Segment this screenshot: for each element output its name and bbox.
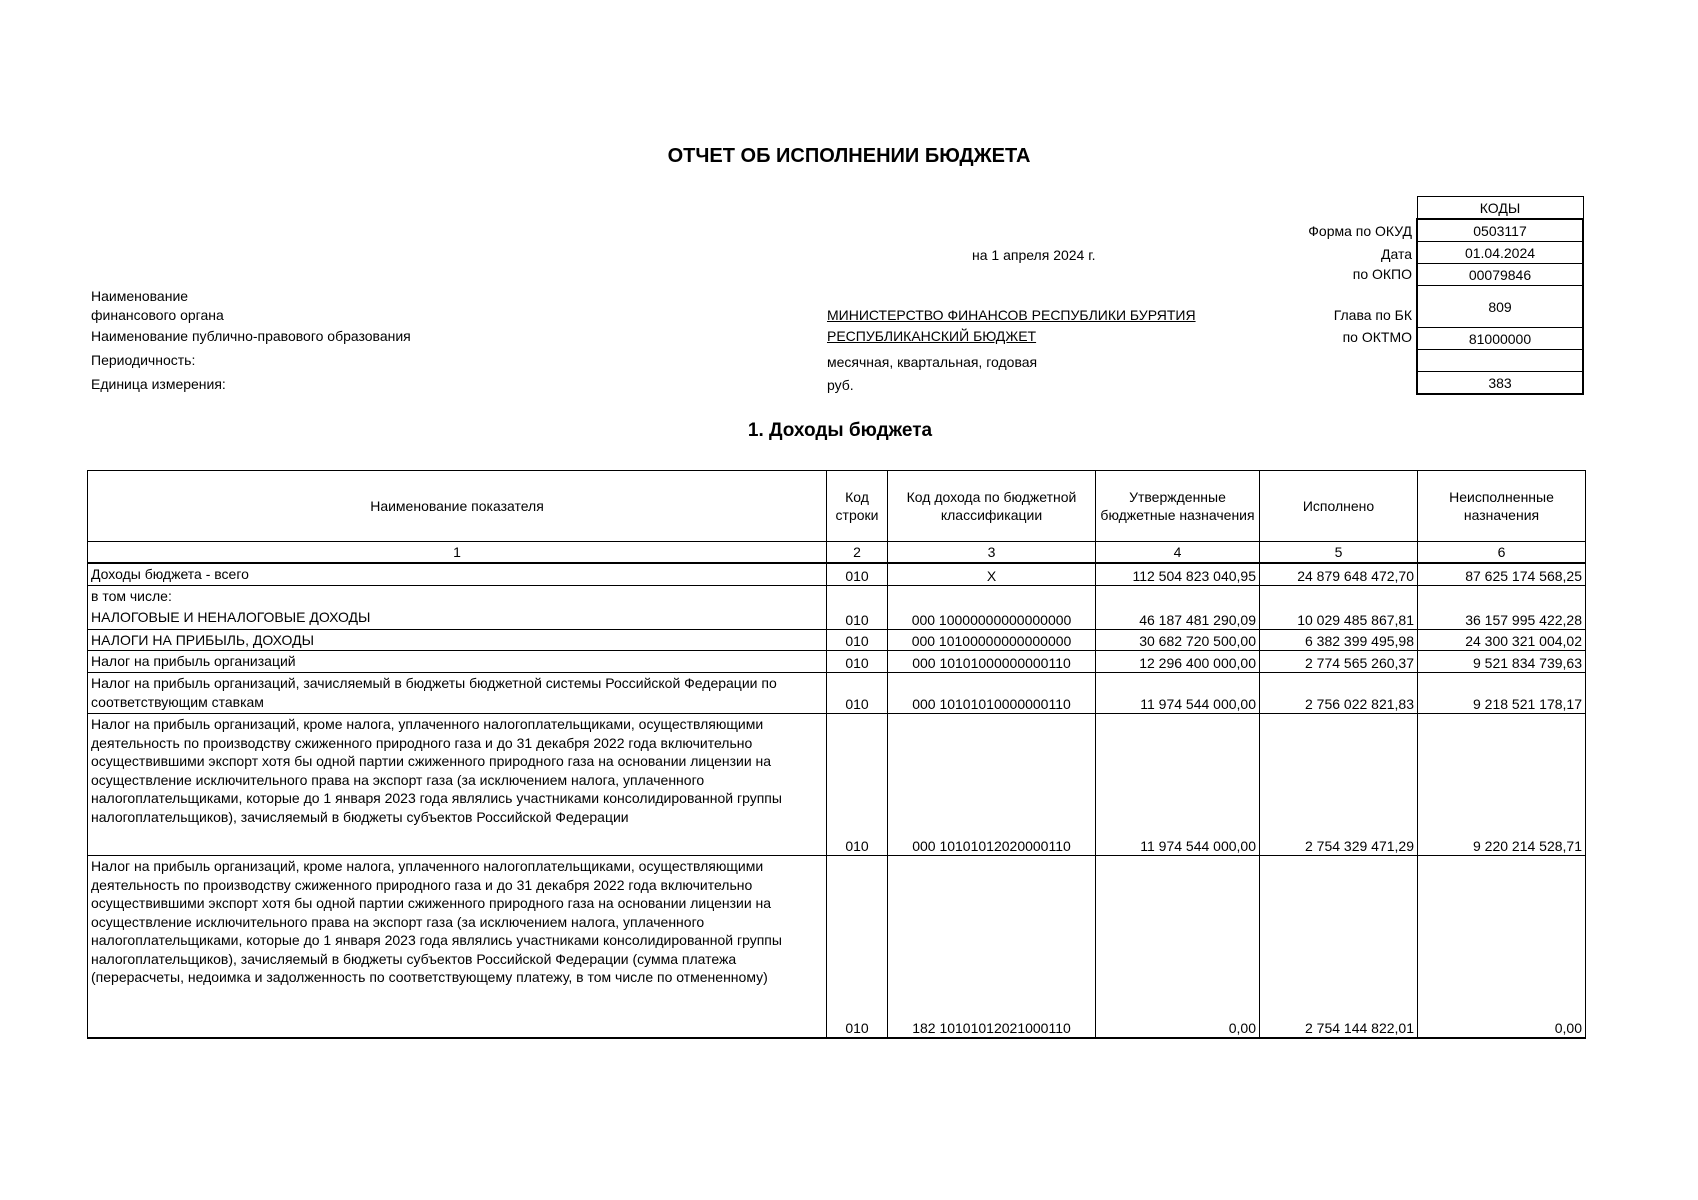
col-number: 6 bbox=[1418, 542, 1586, 564]
date-label: Дата bbox=[1380, 246, 1412, 262]
col-number: 3 bbox=[888, 542, 1096, 564]
oktmo-value: 81000000 bbox=[1417, 328, 1583, 350]
income-table bbox=[87, 470, 1586, 1039]
ppo-label: Наименование публично-правового образования bbox=[91, 328, 411, 344]
row-unexecuted: 9 218 521 178,17 bbox=[1418, 673, 1586, 714]
col-number: 5 bbox=[1260, 542, 1418, 564]
row-unexecuted: 87 625 174 568,25 bbox=[1418, 563, 1586, 585]
row-executed: 6 382 399 495,98 bbox=[1260, 629, 1418, 651]
row-income-code: 000 10101000000000110 bbox=[888, 651, 1096, 673]
row-name: Налог на прибыль организаций, зачисляемый в бюджеты бюджетной системы Российской Федерации по соответствующим ставкам bbox=[88, 673, 827, 714]
ppo-value: РЕСПУБЛИКАНСКИЙ БЮДЖЕТ bbox=[827, 328, 1037, 344]
row-income-code: 000 10000000000000000 bbox=[888, 585, 1096, 629]
row-line-code: 010 bbox=[827, 651, 888, 673]
table-row bbox=[88, 651, 1586, 673]
period-label: Периодичность: bbox=[91, 352, 196, 368]
row-approved: 112 504 823 040,95 bbox=[1096, 563, 1260, 585]
table-row bbox=[88, 585, 1586, 629]
table-row bbox=[88, 563, 1586, 585]
row-approved: 0,00 bbox=[1096, 856, 1260, 1038]
col-number: 4 bbox=[1096, 542, 1260, 564]
row-name-cell bbox=[88, 585, 827, 629]
glava-label: Глава по БК bbox=[1333, 307, 1412, 323]
row-name: Налог на прибыль организаций bbox=[88, 651, 827, 673]
row-income-code: 000 10100000000000000 bbox=[888, 629, 1096, 651]
row-income-code: X bbox=[888, 563, 1096, 585]
table-row bbox=[88, 629, 1586, 651]
row-name: Налог на прибыль организаций, кроме налога, уплаченного налогоплательщиками, осуществляющими деятельность по производству сжиженного природного газа и до 31 декабря 2022 года включительно осуществившими экспорт хотя бы одной партии сжиженного природного газа на основании лицензии на осуществление исключительного права на экспорт газа (за исключением налога, уплаченного налогоплательщиками, которые до 1 января 2023 года являлись участниками консолидированной группы налогоплательщиков), зачисляемый в бюджеты субъектов Российской Федерации bbox=[88, 714, 827, 856]
row-name: НАЛОГОВЫЕ И НЕНАЛОГОВЫЕ ДОХОДЫ bbox=[91, 609, 371, 625]
col-header-executed: Исполнено bbox=[1260, 471, 1418, 542]
col-header-name: Наименование показателя bbox=[88, 471, 827, 542]
row-line-code: 010 bbox=[827, 585, 888, 629]
report-date-line: на 1 апреля 2024 г. bbox=[972, 247, 1096, 263]
okpo-value: 00079846 bbox=[1417, 264, 1583, 286]
row-unexecuted: 9 220 214 528,71 bbox=[1418, 714, 1586, 856]
row-approved: 11 974 544 000,00 bbox=[1096, 673, 1260, 714]
column-number-row bbox=[88, 542, 1586, 564]
row-line-code: 010 bbox=[827, 714, 888, 856]
row-approved: 30 682 720 500,00 bbox=[1096, 629, 1260, 651]
oktmo-label: по ОКТМО bbox=[1342, 329, 1412, 345]
row-executed: 2 754 144 822,01 bbox=[1260, 856, 1418, 1038]
codes-box bbox=[1416, 196, 1584, 395]
row-executed: 2 754 329 471,29 bbox=[1260, 714, 1418, 856]
okud-label: Форма по ОКУД bbox=[1308, 223, 1412, 239]
row-approved: 46 187 481 290,09 bbox=[1096, 585, 1260, 629]
fin-organ-value: МИНИСТЕРСТВО ФИНАНСОВ РЕСПУБЛИКИ БУРЯТИЯ bbox=[827, 307, 1196, 323]
row-line-code: 010 bbox=[827, 856, 888, 1038]
row-executed: 2 774 565 260,37 bbox=[1260, 651, 1418, 673]
fin-organ-label-2: финансового органа bbox=[91, 307, 224, 323]
col-header-unexecuted: Неисполненные назначения bbox=[1418, 471, 1586, 542]
row-unexecuted: 24 300 321 004,02 bbox=[1418, 629, 1586, 651]
blank-code-value bbox=[1417, 350, 1583, 372]
table-row bbox=[88, 856, 1586, 1038]
codes-header: КОДЫ bbox=[1417, 197, 1583, 220]
row-name: Налог на прибыль организаций, кроме налога, уплаченного налогоплательщиками, осуществляющими деятельность по производству сжиженного природного газа и до 31 декабря 2022 года включительно осуществившими экспорт хотя бы одной партии сжиженного природного газа на основании лицензии на осуществление исключительного права на экспорт газа (за исключением налога, уплаченного налогоплательщиками, которые до 1 января 2023 года являлись участниками консолидированной группы налогоплательщиков), зачисляемый в бюджеты субъектов Российской Федерации (сумма платежа (перерасчеты, недоимка и задолженность по соответствующему платежу, в том числе по отмененному) bbox=[88, 856, 827, 1038]
okpo-label: по ОКПО bbox=[1352, 266, 1412, 282]
row-name-prefix: в том числе: bbox=[91, 587, 172, 604]
fin-organ-label-1: Наименование bbox=[91, 288, 189, 304]
row-line-code: 010 bbox=[827, 563, 888, 585]
row-approved: 12 296 400 000,00 bbox=[1096, 651, 1260, 673]
row-unexecuted: 0,00 bbox=[1418, 856, 1586, 1038]
row-line-code: 010 bbox=[827, 673, 888, 714]
report-title: ОТЧЕТ ОБ ИСПОЛНЕНИИ БЮДЖЕТА bbox=[667, 145, 1031, 167]
period-value: месячная, квартальная, годовая bbox=[827, 354, 1038, 370]
table-header-row bbox=[88, 471, 1586, 542]
row-unexecuted: 36 157 995 422,28 bbox=[1418, 585, 1586, 629]
col-number: 2 bbox=[827, 542, 888, 564]
row-approved: 11 974 544 000,00 bbox=[1096, 714, 1260, 856]
okud-value: 0503117 bbox=[1417, 219, 1583, 242]
unit-label: Единица измерения: bbox=[91, 376, 226, 392]
row-name: НАЛОГИ НА ПРИБЫЛЬ, ДОХОДЫ bbox=[88, 629, 827, 651]
col-header-income-code: Код дохода по бюджетной классификации bbox=[888, 471, 1096, 542]
unit-value: руб. bbox=[827, 377, 854, 393]
row-income-code: 000 10101012020000110 bbox=[888, 714, 1096, 856]
table-row bbox=[88, 673, 1586, 714]
date-value: 01.04.2024 bbox=[1417, 242, 1583, 264]
row-executed: 2 756 022 821,83 bbox=[1260, 673, 1418, 714]
col-number: 1 bbox=[88, 542, 827, 564]
col-header-line-code: Код строки bbox=[827, 471, 888, 542]
row-executed: 24 879 648 472,70 bbox=[1260, 563, 1418, 585]
row-line-code: 010 bbox=[827, 629, 888, 651]
row-income-code: 000 10101010000000110 bbox=[888, 673, 1096, 714]
section-title: 1. Доходы бюджета bbox=[747, 420, 933, 441]
row-income-code: 182 10101012021000110 bbox=[888, 856, 1096, 1038]
col-header-approved: Утвержденные бюджетные назначения bbox=[1096, 471, 1260, 542]
row-name: Доходы бюджета - всего bbox=[88, 563, 827, 585]
unit-code-value: 383 bbox=[1417, 372, 1583, 395]
row-executed: 10 029 485 867,81 bbox=[1260, 585, 1418, 629]
table-row bbox=[88, 714, 1586, 856]
row-unexecuted: 9 521 834 739,63 bbox=[1418, 651, 1586, 673]
glava-value: 809 bbox=[1417, 286, 1583, 328]
